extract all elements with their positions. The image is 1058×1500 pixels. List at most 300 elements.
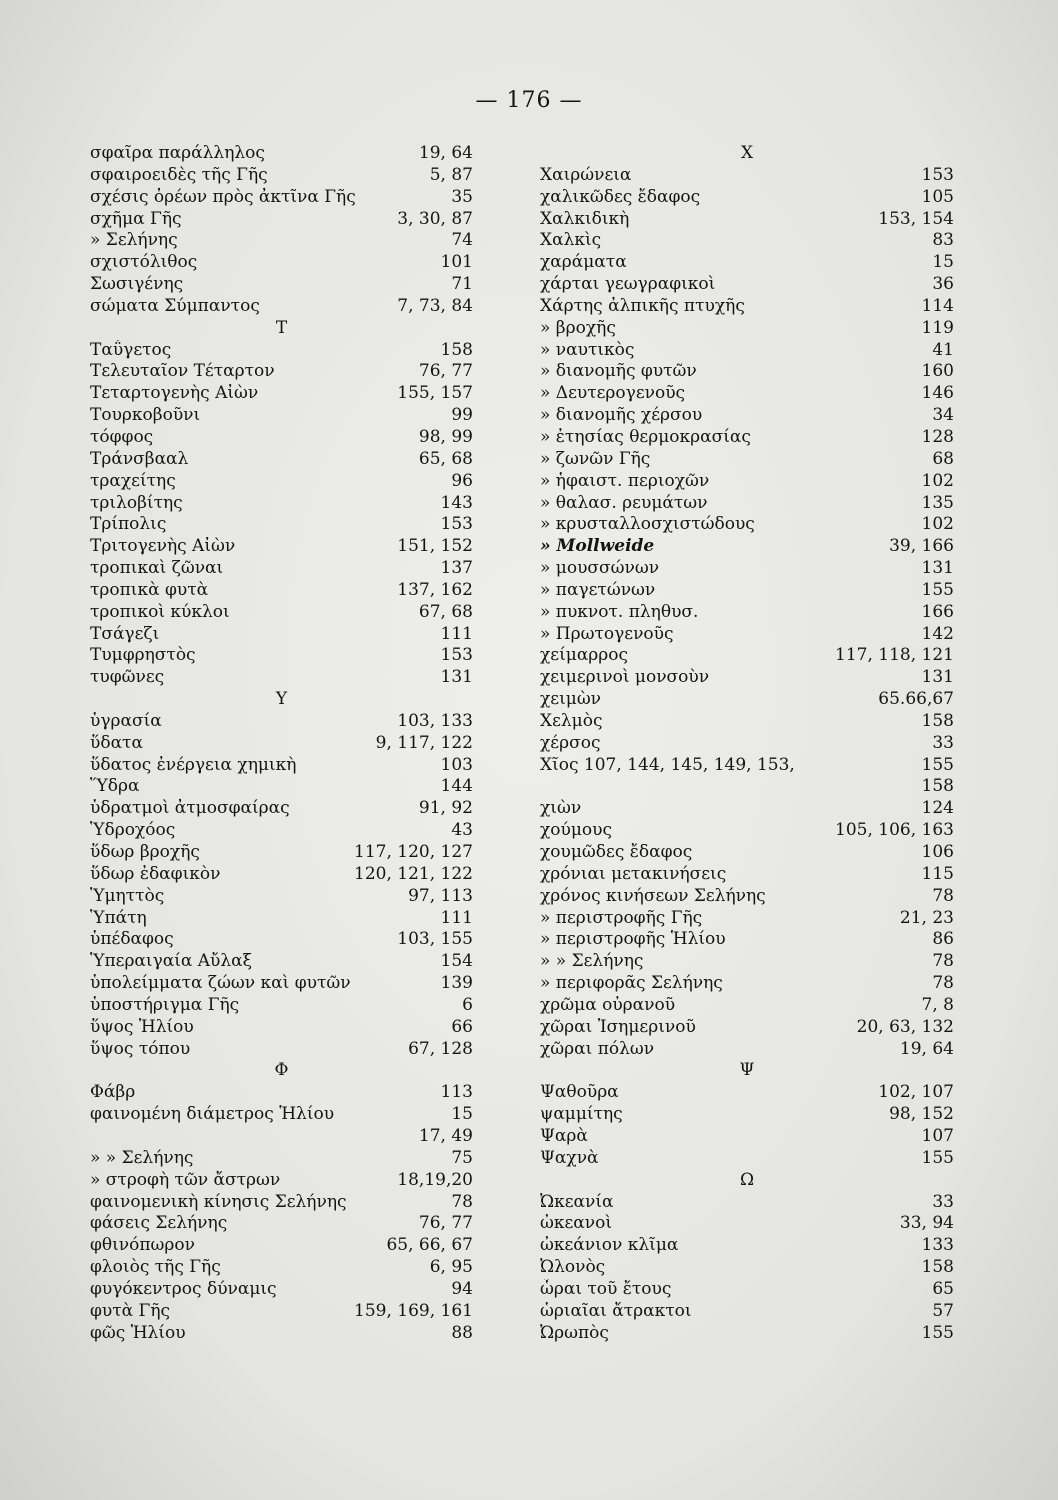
index-entry: [540, 689, 954, 711]
index-entry: [540, 427, 954, 449]
index-entry-pages: 7, 73, 84: [397, 295, 473, 316]
index-entry-pages: 158: [440, 339, 473, 360]
index-entry-pages: 98, 152: [889, 1104, 954, 1125]
index-entry-pages: 36: [932, 274, 954, 295]
index-entry-pages: 102: [921, 514, 954, 535]
index-entry-term: Χελμὸς: [540, 710, 603, 731]
index-entry-pages: 124: [921, 798, 954, 819]
index-entry-term: ὕδατα: [90, 732, 143, 753]
index-entry-pages: 75: [451, 1147, 473, 1168]
index-entry-term: χαλικῶδες ἔδαφος: [540, 186, 701, 207]
index-entry-term: χάρται γεωγραφικοὶ: [540, 274, 716, 295]
index-entry-pages: 65, 66, 67: [386, 1235, 473, 1256]
index-entry: [90, 1279, 473, 1301]
index-entry-term: ὠκεανοὶ: [540, 1213, 613, 1234]
index-entry-pages: 71: [451, 274, 473, 295]
index-entry: [90, 361, 473, 383]
index-entry-term: σχέσις ὀρέων πρὸς ἀκτῖνα Γῆς: [90, 186, 356, 207]
index-entry: [540, 886, 954, 908]
index-entry: [540, 864, 954, 886]
index-entry-term: » διανομῆς φυτῶν: [540, 361, 697, 382]
index-entry: [540, 1192, 954, 1214]
section-letter-heading: Χ: [740, 143, 754, 163]
index-entry: [90, 449, 473, 471]
index-entry-pages: 103: [440, 754, 473, 775]
index-entry-pages: 9, 117, 122: [375, 732, 473, 753]
index-entry-term: τυφῶνες: [90, 667, 165, 688]
index-entry: [540, 820, 954, 842]
index-entry: [90, 1323, 473, 1345]
index-entry-term: χῶραι πόλων: [540, 1038, 655, 1059]
index-entry-term: Ὠκεανία: [540, 1191, 614, 1212]
index-entry-term: Ὕδρα: [90, 776, 140, 797]
index-entry-term: σχῆμα Γῆς: [90, 208, 182, 229]
index-entry: [90, 1170, 473, 1192]
index-entry: [90, 711, 473, 733]
index-entry-term: ὕδατος ἐνέργεια χημικὴ: [90, 754, 297, 775]
index-entry-pages: 6, 95: [429, 1257, 473, 1278]
index-entry-term: » ἐτησίας θερμοκρασίας: [540, 426, 751, 447]
index-entry-pages: 131: [921, 667, 954, 688]
index-entry: [540, 580, 954, 602]
index-entry-pages: 15: [932, 252, 954, 273]
index-entry-term: Χαιρώνεια: [540, 164, 632, 185]
index-entry: [90, 580, 473, 602]
index-entry-term: Ψαθοῦρα: [540, 1082, 619, 1103]
index-column-right: [540, 143, 954, 1344]
index-entry-pages: 154: [440, 951, 473, 972]
index-entry: [90, 820, 473, 842]
index-entry: [540, 755, 954, 777]
index-entry-term: χείμαρρος: [540, 645, 629, 666]
index-entry-pages: 143: [440, 492, 473, 513]
index-entry-term: χουμῶδες ἔδαφος: [540, 842, 693, 862]
index-entry: [540, 514, 954, 536]
section-letter-heading: Ω: [739, 1169, 755, 1190]
index-entry-pages: 66: [451, 1016, 473, 1037]
index-entry: [90, 340, 473, 362]
index-entry: [540, 1126, 954, 1148]
index-entry: [540, 1148, 954, 1170]
index-entry-term: ὧραι τοῦ ἔτους: [540, 1278, 672, 1299]
index-entry-pages: 76, 77: [418, 361, 473, 382]
index-entry-pages: 131: [440, 667, 473, 688]
index-entry-term: Ὑπάτη: [90, 907, 147, 928]
index-entry-term: Χῖος 107, 144, 145, 149, 153,: [540, 754, 795, 775]
index-entry: [90, 733, 473, 755]
index-entry-pages: 137: [440, 558, 473, 579]
index-entry-pages: 5, 87: [429, 164, 473, 185]
index-entry: [540, 165, 954, 187]
index-entry: [540, 1323, 954, 1345]
index-entry-term: Ὑπεραιγαία Αὔλαξ: [90, 951, 252, 972]
index-entry-term: χρῶμα οὐρανοῦ: [540, 994, 676, 1015]
index-entry-term: » κρυσταλλοσχιστώδους: [540, 514, 755, 535]
index-entry-pages: 101: [440, 252, 473, 273]
index-entry-term: Ὠρωπὸς: [540, 1322, 609, 1343]
index-entry-pages: 102: [921, 470, 954, 491]
index-entry-term: χειμὼν: [540, 689, 602, 710]
index-entry: [90, 252, 473, 274]
index-entry-term: χρόνος κινήσεων Σελήνης: [540, 885, 766, 906]
index-entry-pages: 97, 113: [408, 885, 473, 906]
index-entry: [540, 340, 954, 362]
index-entry-term: Ὑδροχόος: [90, 820, 176, 841]
index-entry-term: χαράματα: [540, 252, 627, 273]
index-entry: [540, 908, 954, 930]
index-entry-pages: 78: [932, 951, 954, 972]
index-entry: [90, 1082, 473, 1104]
index-entry-term: Ψαχνὰ: [540, 1147, 599, 1168]
index-entry-term: Ψαρὰ: [540, 1125, 588, 1146]
index-entry-term: » πυκνοτ. πληθυσ.: [540, 601, 699, 622]
index-entry-pages: 41: [932, 339, 954, 360]
index-entry: [90, 558, 473, 580]
index-entry-term: Τυμφρηστὸς: [90, 645, 196, 666]
index-entry-term: ὑπέδαφος: [90, 929, 174, 950]
index-entry: [540, 711, 954, 733]
index-entry: [540, 1279, 954, 1301]
index-entry: [540, 1213, 954, 1235]
index-entry: [90, 165, 473, 187]
index-entry-term: Φάβρ: [90, 1082, 136, 1103]
index-entry: [540, 995, 954, 1017]
index-entry-term: τριλοβίτης: [90, 492, 183, 513]
index-entry: [540, 667, 954, 689]
index-entry-term: ὕδωρ ἐδαφικὸν: [90, 863, 221, 884]
index-entry-term: Τουρκοβοῦνι: [90, 405, 201, 426]
index-entry-pages: 155: [921, 1322, 954, 1343]
index-entry: [90, 776, 473, 798]
index-entry-pages: 131: [921, 558, 954, 579]
index-entry-pages: 102, 107: [878, 1082, 954, 1103]
index-entry: [540, 405, 954, 427]
index-entry-pages: 153: [921, 164, 954, 185]
index-entry-pages: 146: [921, 383, 954, 404]
index-entry-pages: 114: [921, 295, 954, 316]
index-entry: [90, 973, 473, 995]
index-entry-pages: 96: [451, 470, 473, 491]
index-entry: [540, 274, 954, 296]
index-entry-pages: 65, 68: [418, 448, 473, 469]
index-entry: [90, 1257, 473, 1279]
section-letter-heading: Τ: [275, 317, 288, 338]
index-entry: [540, 733, 954, 755]
index-entry-term: ὠκεάνιον κλῖμα: [540, 1235, 679, 1256]
index-entry-pages: 65.66,67: [878, 689, 954, 710]
index-entry-term: φλοιὸς τῆς Γῆς: [90, 1257, 221, 1278]
index-entry-pages: 144: [440, 776, 473, 797]
index-entry: [540, 361, 954, 383]
index-entry-pages: 137, 162: [397, 579, 473, 600]
index-entry: [540, 471, 954, 493]
index-entry: [90, 929, 473, 951]
index-entry: [90, 274, 473, 296]
index-entry: [540, 558, 954, 580]
index-entry-term: » Δευτερογενοῦς: [540, 383, 686, 404]
index-entry-term: σφαιροειδὲς τῆς Γῆς: [90, 164, 268, 185]
index-entry: [90, 383, 473, 405]
index-entry-pages: 151, 152: [397, 536, 473, 557]
section-letter-heading: Φ: [274, 1060, 289, 1081]
index-entry: [90, 471, 473, 493]
index-entry: [90, 493, 473, 515]
index-entry: [90, 602, 473, 624]
index-entry-pages: 17, 49: [418, 1125, 473, 1146]
index-entry-term: » περιφορᾶς Σελήνης: [540, 973, 723, 994]
index-entry-pages: 68: [932, 448, 954, 469]
index-entry-term: » βροχῆς: [540, 317, 616, 338]
index-entry: [90, 1301, 473, 1323]
index-entry-term: » στροφὴ τῶν ἄστρων: [90, 1169, 281, 1190]
index-entry-pages: 128: [921, 426, 954, 447]
index-entry: [540, 951, 954, 973]
index-entry-pages: 65: [932, 1278, 954, 1299]
index-entry-pages: 106: [921, 842, 954, 862]
index-entry-pages: 155: [921, 579, 954, 600]
index-entry-term: Ὠλονὸς: [540, 1257, 606, 1278]
index-entry: [90, 755, 473, 777]
index-entry-term: ὑπολείμματα ζώων καὶ φυτῶν: [90, 973, 351, 994]
index-entry-pages: 33, 94: [899, 1213, 954, 1234]
index-entry: [540, 1082, 954, 1104]
index-entry: [90, 645, 473, 667]
index-entry-term: ὡριαῖαι ἄτρακτοι: [540, 1300, 692, 1321]
index-entry-term: χιὼν: [540, 798, 582, 819]
index-entry-pages: 19, 64: [418, 143, 473, 163]
index-entry-term: χῶραι Ἰσημερινοῦ: [540, 1016, 696, 1037]
index-entry-term: » » Σελήνης: [90, 1147, 194, 1168]
index-entry: [540, 1017, 954, 1039]
index-entry-pages: 76, 77: [418, 1213, 473, 1234]
index-entry-pages: 20, 63, 132: [856, 1016, 954, 1037]
index-entry: [90, 187, 473, 209]
index-entry-term: ὕψος Ἡλίου: [90, 1016, 194, 1037]
index-entry-term: χούμους: [540, 820, 613, 841]
index-entry-term: Τελευταῖον Τέταρτον: [90, 361, 275, 382]
index-entry-pages: 19, 64: [899, 1038, 954, 1059]
index-entry-pages: 94: [451, 1278, 473, 1299]
index-entry: [540, 602, 954, 624]
index-entry-term: φαινομενικὴ κίνησις Σελήνης: [90, 1191, 347, 1212]
index-entry: [540, 973, 954, 995]
index-entry-term: χρόνιαι μετακινήσεις: [540, 863, 727, 884]
index-entry-term: τραχείτης: [90, 470, 176, 491]
index-entry-term: » Σελήνης: [90, 230, 178, 251]
index-entry-term: Τσάγεζι: [90, 623, 160, 644]
index-entry-pages: 158: [921, 776, 954, 797]
index-entry: [540, 1039, 954, 1061]
index-entry-pages: 153: [440, 645, 473, 666]
index-entry-pages: 155, 157: [397, 383, 473, 404]
index-entry-term: Χαλκὶς: [540, 230, 602, 251]
index-entry-term: σώματα Σύμπαντος: [90, 295, 260, 316]
index-entry: [90, 514, 473, 536]
index-entry-term: σφαῖρα παράλληλος: [90, 143, 265, 163]
index-entry: [90, 667, 473, 689]
index-entry: [90, 1192, 473, 1214]
index-entry: [540, 624, 954, 646]
index-entry-pages: 15: [451, 1104, 473, 1125]
index-entry-pages: 155: [921, 1147, 954, 1168]
index-entry-term: Ὑμηττὸς: [90, 885, 165, 906]
index-entry: [90, 536, 473, 558]
index-entry: [90, 798, 473, 820]
index-entry-term: ὑποστήριγμα Γῆς: [90, 994, 240, 1015]
index-entry-term: φῶς Ἡλίου: [90, 1322, 186, 1343]
index-entry-term: Χάρτης ἀλπικῆς πτυχῆς: [540, 295, 745, 316]
index-entry-term: ὑγρασία: [90, 710, 162, 731]
index-entry-term: φάσεις Σελήνης: [90, 1213, 228, 1234]
index-entry-pages: 7, 8: [921, 994, 954, 1015]
index-entry-term: τροπικοὶ κύκλοι: [90, 601, 230, 622]
index-entry-term: » ναυτικὸς: [540, 339, 635, 360]
index-entry-pages: 159, 169, 161: [354, 1300, 473, 1321]
index-entry-pages: 111: [440, 623, 473, 644]
index-entry-term: » Πρωτογενοῦς: [540, 623, 674, 644]
index-entry-pages: 88: [451, 1322, 473, 1343]
index-entry-pages: 39, 166: [889, 536, 954, 557]
index-entry: [90, 296, 473, 318]
index-entry-pages: 166: [921, 601, 954, 622]
index-entry-term: ὕψος τόπου: [90, 1038, 191, 1059]
index-entry-term: χειμερινοὶ μονσοὺν: [540, 667, 710, 688]
section-letter-heading: Ψ: [739, 1060, 755, 1081]
index-entry: [540, 1301, 954, 1323]
index-entry-pages: 33: [932, 732, 954, 753]
index-entry: [90, 864, 473, 886]
index-entry-pages: 43: [451, 820, 473, 841]
index-entry: [540, 929, 954, 951]
index-column-left: [90, 143, 473, 1344]
index-entry-term: Σωσιγένης: [90, 274, 184, 295]
index-entry-pages: 107: [921, 1125, 954, 1146]
index-entry-pages: 142: [921, 623, 954, 644]
index-entry: [540, 645, 954, 667]
index-entry: [540, 252, 954, 274]
index-entry: [90, 143, 473, 165]
index-entry: [540, 209, 954, 231]
index-entry: [90, 842, 473, 864]
index-entry-pages: 158: [921, 1257, 954, 1278]
index-entry: [90, 405, 473, 427]
index-entry: [540, 383, 954, 405]
index-entry-pages: 78: [451, 1191, 473, 1212]
index-entry-term: Χαλκιδικὴ: [540, 208, 630, 229]
index-entry-term: » ζωνῶν Γῆς: [540, 448, 651, 469]
index-entry-pages: 153, 154: [878, 208, 954, 229]
index-entry: [90, 1213, 473, 1235]
section-letter-heading: Υ: [275, 689, 288, 710]
index-entry: [540, 842, 954, 864]
index-entry-term: σχιστόλιθος: [90, 252, 198, 273]
index-entry-pages: 160: [921, 361, 954, 382]
index-entry-pages: 105: [921, 186, 954, 207]
index-entry: [90, 1104, 473, 1126]
index-entry-pages: 155: [921, 754, 954, 775]
index-entry-term: » θαλασ. ρευμάτων: [540, 492, 708, 513]
index-entry-term: τροπικὰ φυτὰ: [90, 579, 209, 600]
index-entry: [540, 449, 954, 471]
index-entry-term: » Mollweide: [540, 536, 655, 557]
index-entry-pages: 21, 23: [899, 907, 954, 928]
index-entry: [540, 230, 954, 252]
index-entry-term: » » Σελήνης: [540, 951, 644, 972]
index-entry-pages: 98, 99: [418, 426, 473, 447]
index-entry: [540, 1257, 954, 1279]
index-entry-term: τροπικαὶ ζῶναι: [90, 558, 224, 579]
index-entry-term: » διανομῆς χέρσου: [540, 405, 703, 426]
index-entry-pages: 83: [932, 230, 954, 251]
index-entry-term: Τρίπολις: [90, 514, 167, 535]
index-entry-pages: 78: [932, 973, 954, 994]
index-entry-term: ὑδρατμοὶ ἀτμοσφαίρας: [90, 798, 290, 819]
index-entry-pages: 119: [921, 317, 954, 338]
index-entry-pages: 115: [921, 863, 954, 884]
index-entry: [90, 1126, 473, 1148]
index-entry: [540, 536, 954, 558]
index-entry: [90, 951, 473, 973]
index-entry-pages: 139: [440, 973, 473, 994]
index-entry: [90, 427, 473, 449]
index-entry-term: Ταΰγετος: [90, 339, 172, 360]
index-entry-term: φυτὰ Γῆς: [90, 1300, 171, 1321]
index-entry-term: φθινόπωρον: [90, 1235, 195, 1256]
index-entry-term: » μουσσώνων: [540, 558, 660, 579]
index-entry-pages: 57: [932, 1300, 954, 1321]
index-entry-term: Τεταρτογενὴς Αἰὼν: [90, 383, 259, 404]
index-entry-pages: 86: [932, 929, 954, 950]
index-entry: [90, 1148, 473, 1170]
index-entry: [90, 995, 473, 1017]
index-entry: [540, 296, 954, 318]
index-entry: [540, 776, 954, 798]
index-entry: [540, 493, 954, 515]
index-entry-pages: 133: [921, 1235, 954, 1256]
index-entry-pages: 103, 133: [397, 710, 473, 731]
index-entry-term: » παγετώνων: [540, 579, 656, 600]
index-entry-pages: 117, 118, 121: [835, 645, 954, 666]
index-entry: [540, 318, 954, 340]
index-entry-pages: 6: [462, 994, 473, 1015]
index-entry-term: ψαμμίτης: [540, 1104, 623, 1125]
index-entry-pages: 3, 30, 87: [397, 208, 473, 229]
index-entry: [90, 1039, 473, 1061]
index-entry: [90, 1235, 473, 1257]
index-entry-pages: 135: [921, 492, 954, 513]
index-entry-pages: 35: [451, 186, 473, 207]
index-entry-pages: 158: [921, 710, 954, 731]
index-entry-term: ὕδωρ βροχῆς: [90, 842, 200, 862]
index-entry-pages: 153: [440, 514, 473, 535]
index-entry-term: χέρσος: [540, 732, 601, 753]
index-entry-pages: 67, 68: [418, 601, 473, 622]
index-entry-pages: 74: [451, 230, 473, 251]
index-entry: [90, 886, 473, 908]
index-entry-pages: 103, 155: [397, 929, 473, 950]
index-entry-pages: 99: [451, 405, 473, 426]
index-entry-pages: 34: [932, 405, 954, 426]
index-entry-pages: 111: [440, 907, 473, 928]
index-entry-pages: 117, 120, 127: [354, 842, 473, 862]
index-entry-pages: 67, 128: [408, 1038, 473, 1059]
index-entry: [540, 187, 954, 209]
index-entry-term: φυγόκεντρος δύναμις: [90, 1278, 277, 1299]
index-entry: [90, 1017, 473, 1039]
index-entry: [540, 1235, 954, 1257]
index-entry: [90, 230, 473, 252]
index-entry: [540, 1104, 954, 1126]
